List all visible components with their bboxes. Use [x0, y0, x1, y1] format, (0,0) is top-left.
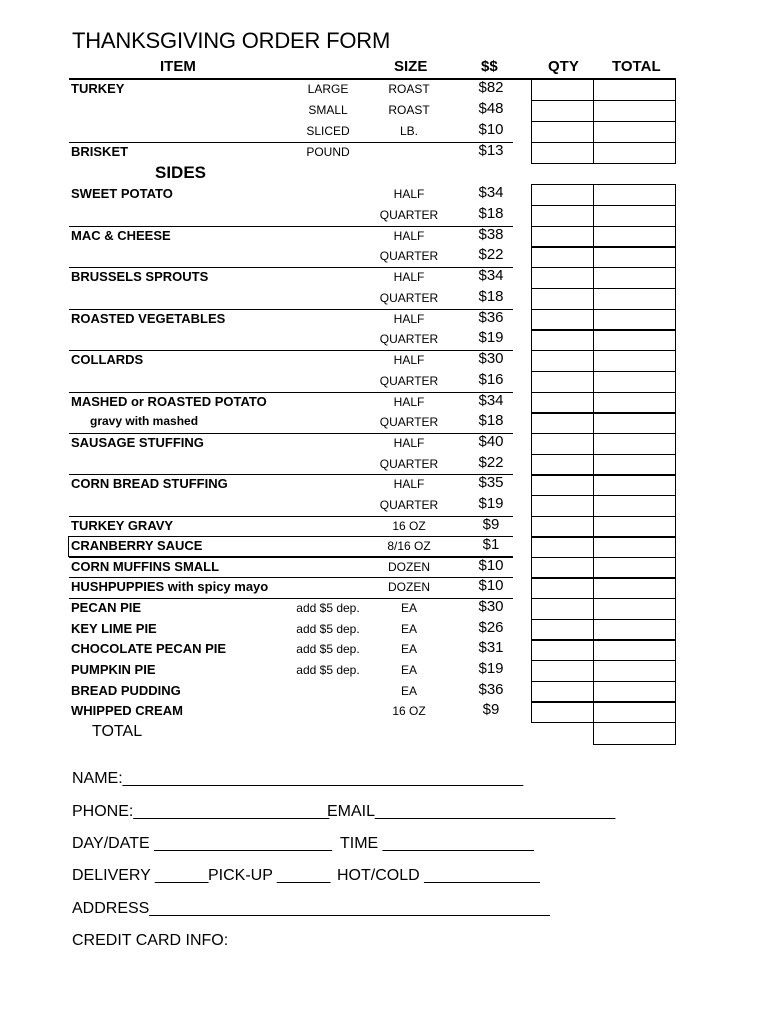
- qty-input[interactable]: [531, 267, 594, 289]
- item-name: PUMPKIN PIE: [71, 662, 156, 677]
- item-price: $13: [478, 142, 504, 159]
- total-input[interactable]: [593, 660, 676, 682]
- qty-input[interactable]: [531, 681, 594, 703]
- item-size: EA: [400, 601, 417, 615]
- item-qualifier: LARGE: [307, 82, 349, 96]
- item-size: QUARTER: [379, 208, 439, 222]
- qty-input[interactable]: [531, 121, 594, 143]
- item-size: QUARTER: [379, 457, 439, 471]
- credit-card-field[interactable]: CREDIT CARD INFO:: [72, 932, 229, 949]
- item-size: HALF: [393, 353, 425, 367]
- item-name: CORN MUFFINS SMALL: [71, 559, 220, 574]
- item-size: HALF: [393, 187, 425, 201]
- total-input[interactable]: [593, 412, 676, 434]
- total-input[interactable]: [593, 619, 676, 641]
- item-size: HALF: [393, 270, 425, 284]
- item-price: $9: [482, 701, 500, 718]
- item-price: $18: [478, 412, 504, 429]
- qty-input[interactable]: [531, 639, 594, 661]
- item-name: CRANBERRY SAUCE: [71, 538, 203, 553]
- header-item: ITEM: [160, 58, 196, 75]
- item-price: $19: [478, 495, 504, 512]
- item-qualifier: add $5 dep.: [296, 622, 360, 636]
- item-price: $34: [478, 184, 504, 201]
- item-size: EA: [400, 642, 417, 656]
- total-input[interactable]: [593, 79, 676, 101]
- row-divider: [69, 433, 513, 434]
- item-price: $1: [482, 536, 500, 553]
- item-price: $38: [478, 226, 504, 243]
- total-input[interactable]: [593, 474, 676, 496]
- item-size: QUARTER: [379, 249, 439, 263]
- item-name: CORN BREAD STUFFING: [71, 476, 228, 491]
- qty-input[interactable]: [531, 619, 594, 641]
- item-price: $40: [478, 433, 504, 450]
- item-size: HALF: [393, 436, 425, 450]
- time-field[interactable]: TIME _________________: [340, 835, 534, 852]
- total-input[interactable]: [593, 226, 676, 248]
- delivery-field[interactable]: DELIVERY ______: [72, 867, 209, 884]
- item-size: HALF: [393, 477, 425, 491]
- total-input[interactable]: [593, 681, 676, 703]
- item-name: ROASTED VEGETABLES: [71, 311, 226, 326]
- phone-field[interactable]: PHONE:______________________: [72, 803, 330, 820]
- total-input[interactable]: [593, 371, 676, 393]
- qty-input[interactable]: [531, 598, 594, 620]
- item-price: $34: [478, 267, 504, 284]
- item-name: COLLARDS: [71, 352, 144, 367]
- name-field[interactable]: NAME:_____________________________________________: [72, 770, 524, 787]
- item-name: TURKEY: [71, 81, 125, 96]
- item-name: PECAN PIE: [71, 600, 142, 615]
- item-size: ROAST: [388, 103, 430, 117]
- item-price: $36: [478, 309, 504, 326]
- item-price: $10: [478, 577, 504, 594]
- item-name: BREAD PUDDING: [71, 683, 181, 698]
- item-name: BRUSSELS SPROUTS: [71, 269, 209, 284]
- item-size: HALF: [393, 312, 425, 326]
- item-qualifier: SLICED: [306, 124, 350, 138]
- qty-input[interactable]: [531, 536, 594, 558]
- total-input[interactable]: [593, 433, 676, 455]
- item-price: $35: [478, 474, 504, 491]
- page-title: THANKSGIVING ORDER FORM: [72, 28, 391, 53]
- qty-input[interactable]: [531, 329, 594, 351]
- item-price: $31: [478, 639, 504, 656]
- item-name: MAC & CHEESE: [71, 228, 171, 243]
- total-input[interactable]: [593, 246, 676, 268]
- header-price: $$: [481, 58, 498, 75]
- row-divider: [69, 142, 513, 143]
- qty-input[interactable]: [531, 79, 594, 101]
- qty-input[interactable]: [531, 100, 594, 122]
- total-input[interactable]: [593, 267, 676, 289]
- total-input[interactable]: [593, 288, 676, 310]
- sides-heading: SIDES: [155, 163, 207, 182]
- qty-input[interactable]: [531, 184, 594, 206]
- row-divider: [69, 516, 513, 517]
- item-price: $18: [478, 288, 504, 305]
- header-qty: QTY: [548, 58, 579, 75]
- item-price: $22: [478, 246, 504, 263]
- item-price: $9: [482, 516, 500, 533]
- item-name: BRISKET: [71, 144, 129, 159]
- row-divider: [69, 309, 513, 310]
- item-size: 16 OZ: [392, 704, 426, 718]
- item-size: 16 OZ: [392, 519, 426, 533]
- item-size: EA: [400, 663, 417, 677]
- item-price: $26: [478, 619, 504, 636]
- qty-input[interactable]: [531, 288, 594, 310]
- qty-input[interactable]: [531, 392, 594, 414]
- total-input[interactable]: [593, 454, 676, 476]
- total-input[interactable]: [593, 184, 676, 206]
- total-input[interactable]: [593, 329, 676, 351]
- qty-input[interactable]: [531, 516, 594, 538]
- item-price: $36: [478, 681, 504, 698]
- item-size: EA: [400, 622, 417, 636]
- email-field[interactable]: EMAIL___________________________: [327, 803, 616, 820]
- total-input[interactable]: [593, 577, 676, 599]
- item-size: DOZEN: [388, 580, 430, 594]
- item-price: $82: [478, 79, 504, 96]
- item-name: SAUSAGE STUFFING: [71, 435, 204, 450]
- header-total: TOTAL: [612, 58, 661, 75]
- item-qualifier: POUND: [306, 145, 350, 159]
- total-input[interactable]: [593, 639, 676, 661]
- row-divider: [69, 226, 513, 227]
- total-input[interactable]: [593, 701, 676, 723]
- qty-input[interactable]: [531, 660, 594, 682]
- total-input[interactable]: [593, 205, 676, 227]
- item-size: HALF: [393, 229, 425, 243]
- qty-input[interactable]: [531, 454, 594, 476]
- row-divider: [69, 267, 513, 268]
- row-divider: [69, 392, 513, 393]
- item-price: $34: [478, 392, 504, 409]
- header-underline: [69, 78, 676, 80]
- item-price: $10: [478, 557, 504, 574]
- total-input[interactable]: [593, 495, 676, 517]
- item-name: gravy with mashed: [90, 414, 199, 428]
- row-divider: [69, 350, 513, 351]
- hot-cold-field[interactable]: HOT/COLD _____________: [337, 867, 540, 884]
- item-qualifier: add $5 dep.: [296, 663, 360, 677]
- item-price: $22: [478, 454, 504, 471]
- item-size: QUARTER: [379, 332, 439, 346]
- header-size: SIZE: [394, 58, 428, 75]
- item-name: KEY LIME PIE: [71, 621, 157, 636]
- total-input[interactable]: [593, 350, 676, 372]
- item-size: DOZEN: [388, 560, 430, 574]
- qty-input[interactable]: [531, 412, 594, 434]
- row-divider: [69, 557, 513, 558]
- grand-total-input[interactable]: [593, 722, 676, 745]
- item-size: 8/16 OZ: [387, 539, 431, 553]
- item-qualifier: SMALL: [308, 103, 348, 117]
- item-size: ROAST: [388, 82, 430, 96]
- item-size: LB.: [399, 124, 418, 138]
- item-size: QUARTER: [379, 415, 439, 429]
- item-qualifier: add $5 dep.: [296, 601, 360, 615]
- total-input[interactable]: [593, 309, 676, 331]
- item-size: QUARTER: [379, 291, 439, 305]
- item-name: MASHED or ROASTED POTATO: [71, 394, 267, 409]
- row-divider: [69, 474, 513, 475]
- item-size: QUARTER: [379, 498, 439, 512]
- item-price: $16: [478, 371, 504, 388]
- total-input[interactable]: [593, 557, 676, 579]
- item-name: TURKEY GRAVY: [71, 518, 174, 533]
- qty-input[interactable]: [531, 309, 594, 331]
- item-name: SWEET POTATO: [71, 186, 173, 201]
- qty-input[interactable]: [531, 577, 594, 599]
- item-size: EA: [400, 684, 417, 698]
- item-price: $30: [478, 350, 504, 367]
- item-price: $18: [478, 205, 504, 222]
- item-price: $30: [478, 598, 504, 615]
- qty-input[interactable]: [531, 205, 594, 227]
- cranberry-row-highlight: [68, 536, 513, 557]
- qty-input[interactable]: [531, 474, 594, 496]
- pickup-field[interactable]: PICK-UP ______: [208, 867, 331, 884]
- total-input[interactable]: [593, 536, 676, 558]
- item-price: $10: [478, 121, 504, 138]
- total-label: TOTAL: [92, 723, 143, 740]
- qty-input[interactable]: [531, 557, 594, 579]
- row-divider: [69, 577, 513, 578]
- total-input[interactable]: [593, 121, 676, 143]
- item-name: CHOCOLATE PECAN PIE: [71, 641, 227, 656]
- item-price: $48: [478, 100, 504, 117]
- qty-input[interactable]: [531, 371, 594, 393]
- qty-input[interactable]: [531, 433, 594, 455]
- day-date-field[interactable]: DAY/DATE ____________________: [72, 835, 333, 852]
- qty-input[interactable]: [531, 701, 594, 723]
- total-input[interactable]: [593, 598, 676, 620]
- total-input[interactable]: [593, 100, 676, 122]
- total-input[interactable]: [593, 392, 676, 414]
- item-price: $19: [478, 660, 504, 677]
- qty-input[interactable]: [531, 246, 594, 268]
- qty-input[interactable]: [531, 142, 594, 164]
- item-size: QUARTER: [379, 374, 439, 388]
- row-divider: [69, 598, 513, 599]
- item-name: WHIPPED CREAM: [71, 703, 183, 718]
- total-input[interactable]: [593, 142, 676, 164]
- total-input[interactable]: [593, 516, 676, 538]
- address-field[interactable]: ADDRESS_____________________________________________: [72, 900, 550, 917]
- item-size: HALF: [393, 395, 425, 409]
- item-price: $19: [478, 329, 504, 346]
- item-qualifier: add $5 dep.: [296, 642, 360, 656]
- qty-input[interactable]: [531, 350, 594, 372]
- item-name: HUSHPUPPIES with spicy mayo: [71, 579, 269, 594]
- qty-input[interactable]: [531, 495, 594, 517]
- qty-input[interactable]: [531, 226, 594, 248]
